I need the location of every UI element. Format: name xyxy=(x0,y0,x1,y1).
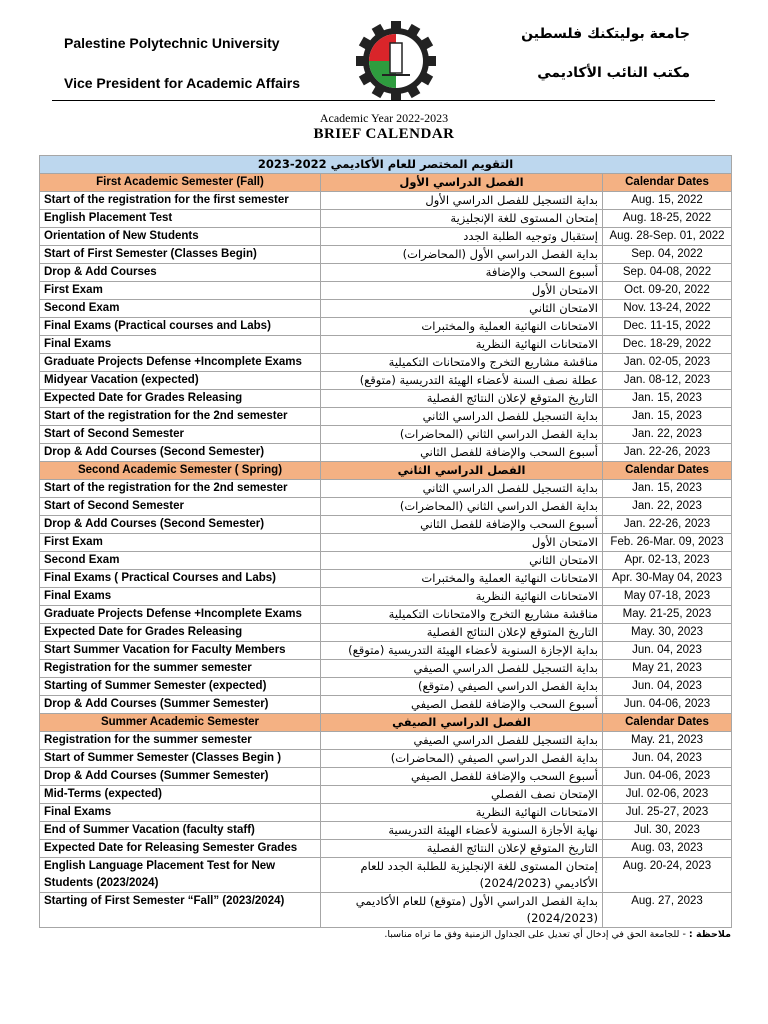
header-divider xyxy=(52,100,715,101)
event-date: Aug. 15, 2022 xyxy=(603,192,732,210)
event-en: Starting of Summer Semester (expected) xyxy=(40,678,321,696)
event-ar: الامتحانات النهائية العملية والمختبرات xyxy=(321,570,603,588)
event-date: May 07-18, 2023 xyxy=(603,588,732,606)
section-title-ar: الفصل الدراسي الأول xyxy=(321,174,603,192)
event-en: Expected Date for Releasing Semester Grades xyxy=(40,840,321,858)
event-en: Second Exam xyxy=(40,300,321,318)
table-row xyxy=(40,624,732,642)
event-en: Registration for the summer semester xyxy=(40,660,321,678)
event-ar: بداية الفصل الدراسي الصيفي (المحاضرات) xyxy=(321,750,603,768)
event-date: Aug. 18-25, 2022 xyxy=(603,210,732,228)
section-header-row xyxy=(40,462,732,480)
event-ar: بداية التسجيل للفصل الدراسي الثاني xyxy=(321,408,603,426)
event-en: Final Exams xyxy=(40,588,321,606)
table-row xyxy=(40,732,732,750)
event-en: Start of First Semester (Classes Begin) xyxy=(40,246,321,264)
table-row xyxy=(40,660,732,678)
event-ar: الامتحان الأول xyxy=(321,282,603,300)
university-logo-icon xyxy=(355,20,437,102)
event-en: Drop & Add Courses (Second Semester) xyxy=(40,516,321,534)
calendar-table xyxy=(39,155,732,928)
event-ar: أسبوع السحب والإضافة xyxy=(321,264,603,282)
event-ar: نهاية الأجازة السنوية لأعضاء الهيئة التدريسية xyxy=(321,822,603,840)
brief-calendar-title: BRIEF CALENDAR xyxy=(313,126,455,142)
event-en: Start of Summer Semester (Classes Begin ) xyxy=(40,750,321,768)
table-row xyxy=(40,534,732,552)
event-ar: أسبوع السحب والإضافة للفصل الثاني xyxy=(321,444,603,462)
event-date: Apr. 02-13, 2023 xyxy=(603,552,732,570)
event-en: Start of the registration for the 2nd semester xyxy=(40,480,321,498)
table-row xyxy=(40,840,732,858)
section-title-ar: الفصل الدراسي الثاني xyxy=(321,462,603,480)
table-row xyxy=(40,516,732,534)
table-row xyxy=(40,390,732,408)
event-en: Start of the registration for the 2nd semester xyxy=(40,408,321,426)
event-date: Feb. 26-Mar. 09, 2023 xyxy=(603,534,732,552)
section-header-row xyxy=(40,714,732,732)
table-row xyxy=(40,750,732,768)
table-row xyxy=(40,678,732,696)
event-en: Expected Date for Grades Releasing xyxy=(40,390,321,408)
event-ar: أسبوع السحب والإضافة للفصل الصيفي xyxy=(321,696,603,714)
event-ar: بداية الفصل الدراسي الأول (المحاضرات) xyxy=(321,246,603,264)
section-title-ar: الفصل الدراسي الصيفي xyxy=(321,714,603,732)
event-ar: بداية الفصل الدراسي الصيفي (متوقع) xyxy=(321,678,603,696)
section-title-en: First Academic Semester (Fall) xyxy=(40,174,321,192)
event-date: Jul. 25-27, 2023 xyxy=(603,804,732,822)
table-row xyxy=(40,300,732,318)
table-row xyxy=(40,480,732,498)
event-ar: عطلة نصف السنة لأعضاء الهيئة التدريسية (متوقع) xyxy=(321,372,603,390)
header-university-en: Palestine Polytechnic University xyxy=(64,35,280,51)
section-title-en: Summer Academic Semester xyxy=(40,714,321,732)
event-en: Final Exams xyxy=(40,336,321,354)
table-row xyxy=(40,354,732,372)
table-row xyxy=(40,893,732,928)
event-date: Jan. 15, 2023 xyxy=(603,408,732,426)
event-date: Apr. 30-May 04, 2023 xyxy=(603,570,732,588)
event-ar: الامتحان الثاني xyxy=(321,300,603,318)
table-row xyxy=(40,498,732,516)
event-date: Jan. 08-12, 2023 xyxy=(603,372,732,390)
table-title-row xyxy=(40,156,732,174)
event-ar: أسبوع السحب والإضافة للفصل الثاني xyxy=(321,516,603,534)
table-row xyxy=(40,606,732,624)
event-date: May 21, 2023 xyxy=(603,660,732,678)
event-ar: التاريخ المتوقع لإعلان النتائج الفصلية xyxy=(321,624,603,642)
event-date: Jan. 22-26, 2023 xyxy=(603,444,732,462)
event-en: First Exam xyxy=(40,534,321,552)
section-header-row xyxy=(40,174,732,192)
event-date: Jan. 22, 2023 xyxy=(603,498,732,516)
table-row xyxy=(40,552,732,570)
event-ar: الامتحان الثاني xyxy=(321,552,603,570)
event-en: Drop & Add Courses (Summer Semester) xyxy=(40,768,321,786)
event-ar: مناقشة مشاريع التخرج والامتحانات التكميلية xyxy=(321,354,603,372)
event-ar: بداية الفصل الدراسي الأول (متوقع) للعام الأكاديمي (2024/2023) xyxy=(321,893,603,928)
event-en: Mid-Terms (expected) xyxy=(40,786,321,804)
event-ar: إمتحان المستوى للغة الإنجليزية للطلبة الجدد للعام الأكاديمي (2024/2023) xyxy=(321,858,603,893)
event-date: Jun. 04-06, 2023 xyxy=(603,768,732,786)
event-en: Graduate Projects Defense +Incomplete Exams xyxy=(40,354,321,372)
event-date: May. 30, 2023 xyxy=(603,624,732,642)
event-date: Jun. 04, 2023 xyxy=(603,642,732,660)
table-row xyxy=(40,642,732,660)
event-date: Jan. 02-05, 2023 xyxy=(603,354,732,372)
event-date: Jan. 15, 2023 xyxy=(603,390,732,408)
table-row xyxy=(40,336,732,354)
event-ar: الامتحانات النهائية العملية والمختبرات xyxy=(321,318,603,336)
table-row xyxy=(40,696,732,714)
section-title-en: Second Academic Semester ( Spring) xyxy=(40,462,321,480)
event-ar: بداية التسجيل للفصل الدراسي الثاني xyxy=(321,480,603,498)
event-ar: مناقشة مشاريع التخرج والامتحانات التكميلية xyxy=(321,606,603,624)
table-row xyxy=(40,444,732,462)
event-en: Graduate Projects Defense +Incomplete Exams xyxy=(40,606,321,624)
event-en: Midyear Vacation (expected) xyxy=(40,372,321,390)
event-date: Jan. 22, 2023 xyxy=(603,426,732,444)
academic-year: Academic Year 2022-2023 xyxy=(319,111,449,125)
header-office-en: Vice President for Academic Affairs xyxy=(64,75,301,91)
event-ar: بداية الفصل الدراسي الثاني (المحاضرات) xyxy=(321,426,603,444)
table-row xyxy=(40,264,732,282)
event-en: Start of the registration for the first semester xyxy=(40,192,321,210)
section-dates-header: Calendar Dates xyxy=(603,462,732,480)
event-en: End of Summer Vacation (faculty staff) xyxy=(40,822,321,840)
table-row xyxy=(40,426,732,444)
table-row xyxy=(40,570,732,588)
section-dates-header: Calendar Dates xyxy=(603,174,732,192)
event-ar: التاريخ المتوقع لإعلان النتائج الفصلية xyxy=(321,390,603,408)
event-date: Jul. 30, 2023 xyxy=(603,822,732,840)
note-text: - للجامعة الحق في إدخال أي تعديل على الجداول الزمنية وفق ما تراه مناسبا. xyxy=(384,929,686,940)
event-ar: بداية التسجيل للفصل الدراسي الصيفي xyxy=(321,732,603,750)
event-date: Jun. 04-06, 2023 xyxy=(603,696,732,714)
table-row xyxy=(40,228,732,246)
event-date: Aug. 28-Sep. 01, 2022 xyxy=(603,228,732,246)
event-date: Jan. 22-26, 2023 xyxy=(603,516,732,534)
header-university-ar: جامعة بوليتكنك فلسطين xyxy=(521,26,690,42)
section-dates-header: Calendar Dates xyxy=(603,714,732,732)
event-en: English Placement Test xyxy=(40,210,321,228)
event-date: Dec. 18-29, 2022 xyxy=(603,336,732,354)
table-row xyxy=(40,282,732,300)
event-date: May. 21, 2023 xyxy=(603,732,732,750)
calendar-table-body xyxy=(40,156,732,928)
event-date: Aug. 03, 2023 xyxy=(603,840,732,858)
event-ar: بداية التسجيل للفصل الدراسي الأول xyxy=(321,192,603,210)
event-en: Registration for the summer semester xyxy=(40,732,321,750)
footer-note xyxy=(384,929,731,940)
event-en: Start of Second Semester xyxy=(40,426,321,444)
event-en: First Exam xyxy=(40,282,321,300)
event-date: Dec. 11-15, 2022 xyxy=(603,318,732,336)
event-ar: الإمتحان نصف الفصلي xyxy=(321,786,603,804)
event-date: Nov. 13-24, 2022 xyxy=(603,300,732,318)
event-en: Start Summer Vacation for Faculty Members xyxy=(40,642,321,660)
table-row xyxy=(40,804,732,822)
event-ar: الامتحانات النهائية النظرية xyxy=(321,804,603,822)
event-en: Final Exams (Practical courses and Labs) xyxy=(40,318,321,336)
table-row xyxy=(40,318,732,336)
event-en: Expected Date for Grades Releasing xyxy=(40,624,321,642)
event-date: Aug. 20-24, 2023 xyxy=(603,858,732,893)
table-row xyxy=(40,822,732,840)
table-row xyxy=(40,372,732,390)
event-en: Orientation of New Students xyxy=(40,228,321,246)
event-en: Starting of First Semester “Fall” (2023/2024) xyxy=(40,893,321,928)
table-row xyxy=(40,768,732,786)
event-ar: بداية الإجازة السنوية لأعضاء الهيئة التدريسية (متوقع) xyxy=(321,642,603,660)
event-ar: أسبوع السحب والإضافة للفصل الصيفي xyxy=(321,768,603,786)
event-date: Jan. 15, 2023 xyxy=(603,480,732,498)
table-row xyxy=(40,858,732,893)
event-date: Jun. 04, 2023 xyxy=(603,750,732,768)
event-date: Sep. 04-08, 2022 xyxy=(603,264,732,282)
event-ar: إمتحان المستوى للغة الإنجليزية xyxy=(321,210,603,228)
event-en: Drop & Add Courses xyxy=(40,264,321,282)
table-row xyxy=(40,192,732,210)
event-ar: الامتحانات النهائية النظرية xyxy=(321,588,603,606)
event-ar: بداية الفصل الدراسي الثاني (المحاضرات) xyxy=(321,498,603,516)
event-en: Final Exams xyxy=(40,804,321,822)
event-date: Jul. 02-06, 2023 xyxy=(603,786,732,804)
event-date: Jun. 04, 2023 xyxy=(603,678,732,696)
event-ar: الامتحانات النهائية النظرية xyxy=(321,336,603,354)
event-en: Drop & Add Courses (Summer Semester) xyxy=(40,696,321,714)
event-date: Oct. 09-20, 2022 xyxy=(603,282,732,300)
event-en: Drop & Add Courses (Second Semester) xyxy=(40,444,321,462)
event-ar: التاريخ المتوقع لإعلان النتائج الفصلية xyxy=(321,840,603,858)
event-en: English Language Placement Test for New Students (2023/2024) xyxy=(40,858,321,893)
table-row xyxy=(40,786,732,804)
table-row xyxy=(40,246,732,264)
event-en: Second Exam xyxy=(40,552,321,570)
header-office-ar: مكتب النائب الأكاديمي xyxy=(537,65,690,81)
event-en: Final Exams ( Practical Courses and Labs) xyxy=(40,570,321,588)
event-date: Aug. 27, 2023 xyxy=(603,893,732,928)
event-date: May. 21-25, 2023 xyxy=(603,606,732,624)
event-en: Start of Second Semester xyxy=(40,498,321,516)
event-ar: إستقبال وتوجيه الطلبة الجدد xyxy=(321,228,603,246)
note-label: ملاحظة : xyxy=(688,929,731,940)
event-ar: بداية التسجيل للفصل الدراسي الصيفي xyxy=(321,660,603,678)
table-row xyxy=(40,210,732,228)
table-row xyxy=(40,408,732,426)
table-row xyxy=(40,588,732,606)
event-date: Sep. 04, 2022 xyxy=(603,246,732,264)
event-ar: الامتحان الأول xyxy=(321,534,603,552)
table-title: التقويم المختصر للعام الأكاديمي 2022-2023 xyxy=(40,156,732,174)
